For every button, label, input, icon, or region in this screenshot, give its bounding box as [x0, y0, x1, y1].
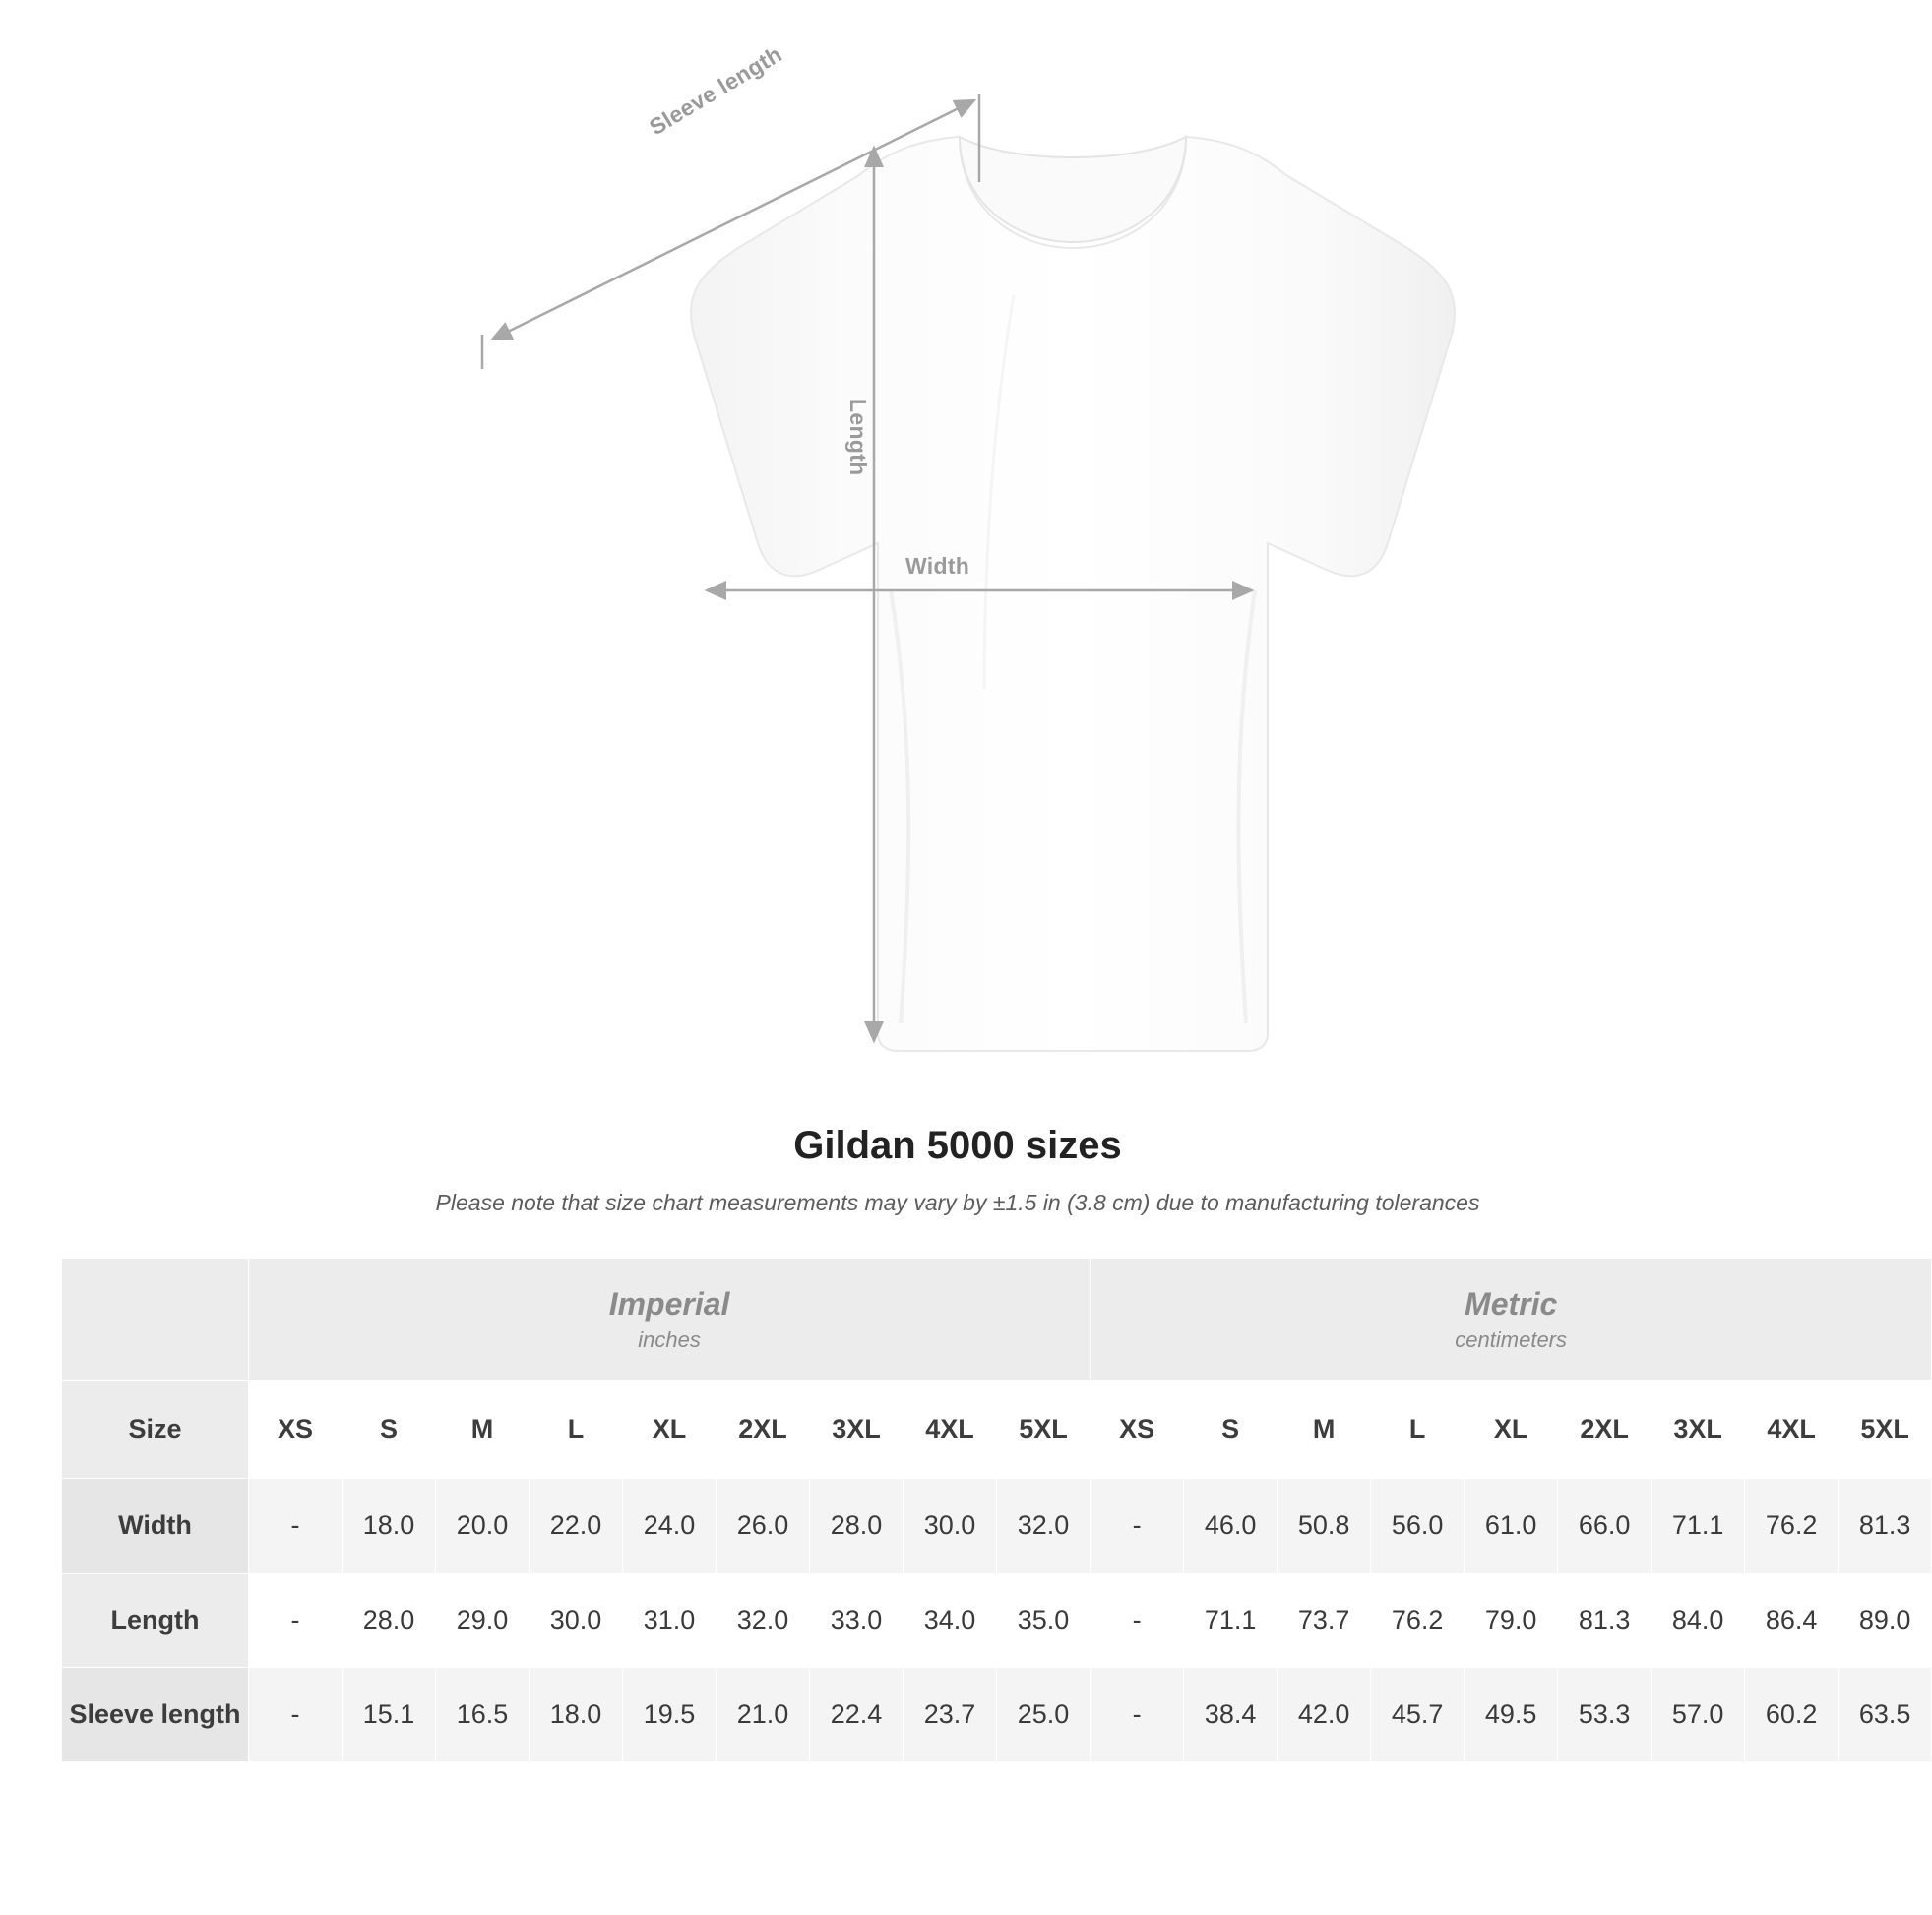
cell: 26.0 [717, 1479, 810, 1574]
cell: 32.0 [717, 1574, 810, 1668]
size-header-row [62, 1381, 1932, 1479]
cell: 56.0 [1371, 1479, 1465, 1574]
size-col-header: M [436, 1381, 530, 1479]
sleeve-length-label: Sleeve length [645, 40, 786, 141]
cell: 84.0 [1652, 1574, 1745, 1668]
size-col-header: S [343, 1381, 436, 1479]
unit-group-imperial [249, 1259, 1091, 1381]
cell: 49.5 [1465, 1668, 1558, 1762]
unit-group-metric-name: Metric [1465, 1286, 1558, 1322]
unit-group-metric-sub: centimeters [1455, 1328, 1568, 1352]
page-title: Gildan 5000 sizes [793, 1124, 1122, 1167]
size-col-header: 5XL [997, 1381, 1091, 1479]
cell: - [1091, 1479, 1184, 1574]
cell: 32.0 [997, 1479, 1091, 1574]
cell: 76.2 [1371, 1574, 1465, 1668]
cell: 53.3 [1558, 1668, 1652, 1762]
cell: 31.0 [623, 1574, 717, 1668]
cell: 28.0 [343, 1574, 436, 1668]
cell: 18.0 [530, 1668, 623, 1762]
cell: 38.4 [1184, 1668, 1278, 1762]
cell: 35.0 [997, 1574, 1091, 1668]
cell: 71.1 [1184, 1574, 1278, 1668]
cell: 42.0 [1278, 1668, 1371, 1762]
cell: 46.0 [1184, 1479, 1278, 1574]
cell: - [249, 1668, 343, 1762]
cell: 60.2 [1745, 1668, 1839, 1762]
size-col-header: 3XL [1652, 1381, 1745, 1479]
cell: 19.5 [623, 1668, 717, 1762]
row-label-length: Length [62, 1574, 249, 1668]
cell: 28.0 [810, 1479, 904, 1574]
cell: 21.0 [717, 1668, 810, 1762]
cell: 63.5 [1839, 1668, 1932, 1762]
size-col-header: L [1371, 1381, 1465, 1479]
size-col-header: 4XL [1745, 1381, 1839, 1479]
width-label: Width [905, 553, 970, 579]
cell: 20.0 [436, 1479, 530, 1574]
cell: 45.7 [1371, 1668, 1465, 1762]
cell: 81.3 [1839, 1479, 1932, 1574]
size-header-label: Size [62, 1381, 249, 1479]
size-col-header: M [1278, 1381, 1371, 1479]
title-block [0, 1124, 1915, 1216]
size-col-header: XL [623, 1381, 717, 1479]
cell: 76.2 [1745, 1479, 1839, 1574]
table-row [62, 1479, 1932, 1574]
cell: 23.7 [904, 1668, 997, 1762]
table-row [62, 1574, 1932, 1668]
tshirt-shape [691, 137, 1455, 1051]
cell: 29.0 [436, 1574, 530, 1668]
unit-corner-cell [62, 1259, 249, 1381]
cell: - [249, 1574, 343, 1668]
cell: 22.0 [530, 1479, 623, 1574]
size-col-header: XS [249, 1381, 343, 1479]
cell: 16.5 [436, 1668, 530, 1762]
unit-group-row [62, 1259, 1932, 1381]
cell: 57.0 [1652, 1668, 1745, 1762]
size-col-header: 2XL [717, 1381, 810, 1479]
size-chart-table-wrapper [61, 1258, 1911, 1762]
size-col-header: XL [1465, 1381, 1558, 1479]
cell: - [1091, 1574, 1184, 1668]
cell: - [1091, 1668, 1184, 1762]
table-row [62, 1668, 1932, 1762]
cell: 50.8 [1278, 1479, 1371, 1574]
cell: 66.0 [1558, 1479, 1652, 1574]
unit-group-metric [1091, 1259, 1932, 1381]
cell: 61.0 [1465, 1479, 1558, 1574]
size-col-header: 4XL [904, 1381, 997, 1479]
unit-group-imperial-name: Imperial [608, 1286, 730, 1322]
cell: 24.0 [623, 1479, 717, 1574]
size-col-header: 5XL [1839, 1381, 1932, 1479]
tolerance-note: Please note that size chart measurements may vary by ±1.5 in (3.8 cm) due to manufacturing tolerances [435, 1190, 1480, 1215]
cell: 81.3 [1558, 1574, 1652, 1668]
cell: 15.1 [343, 1668, 436, 1762]
cell: 30.0 [904, 1479, 997, 1574]
size-col-header: S [1184, 1381, 1278, 1479]
cell: 79.0 [1465, 1574, 1558, 1668]
cell: 73.7 [1278, 1574, 1371, 1668]
cell: 18.0 [343, 1479, 436, 1574]
cell: 86.4 [1745, 1574, 1839, 1668]
size-chart-table [61, 1258, 1932, 1762]
size-col-header: 2XL [1558, 1381, 1652, 1479]
length-label: Length [845, 399, 871, 476]
cell: 25.0 [997, 1668, 1091, 1762]
cell: 71.1 [1652, 1479, 1745, 1574]
unit-group-imperial-sub: inches [638, 1328, 701, 1352]
cell: 89.0 [1839, 1574, 1932, 1668]
cell: 30.0 [530, 1574, 623, 1668]
size-col-header: XS [1091, 1381, 1184, 1479]
row-label-sleeve-length: Sleeve length [62, 1668, 249, 1762]
cell: 33.0 [810, 1574, 904, 1668]
size-col-header: 3XL [810, 1381, 904, 1479]
cell: 34.0 [904, 1574, 997, 1668]
cell: 22.4 [810, 1668, 904, 1762]
cell: - [249, 1479, 343, 1574]
size-col-header: L [530, 1381, 623, 1479]
row-label-width: Width [62, 1479, 249, 1574]
